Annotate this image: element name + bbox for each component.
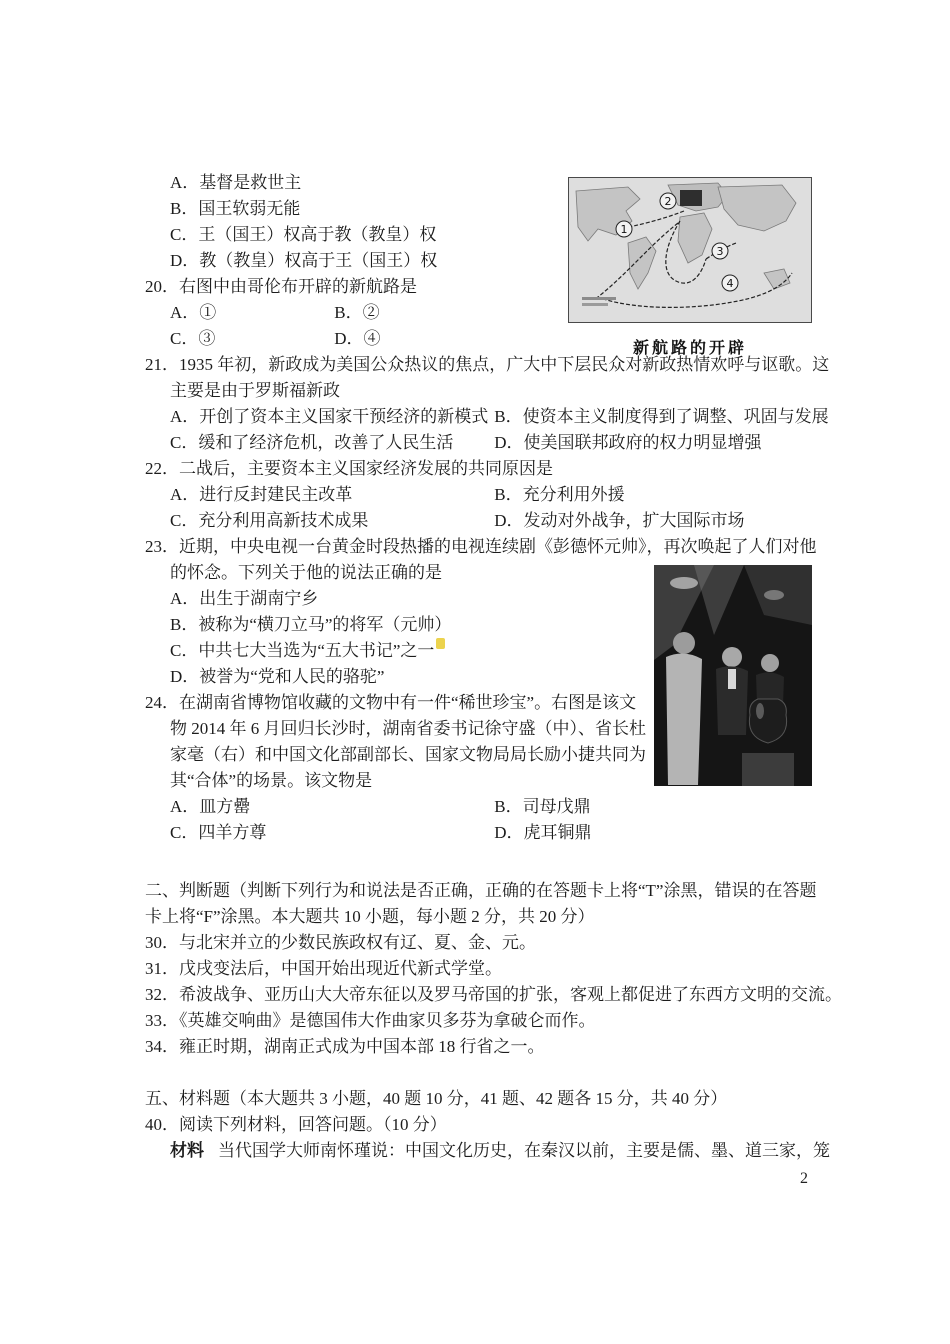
q24-option-a: A．皿方罍 <box>170 797 251 816</box>
q21-stem-line2: 主要是由于罗斯福新政 <box>170 381 340 400</box>
judgement-item-31: 31．戊戌变法后，中国开始出现近代新式学堂。 <box>145 959 502 978</box>
q19-option-b: B．国王软弱无能 <box>170 199 301 218</box>
q22-option-c: C．充分利用高新技术成果 <box>170 511 369 530</box>
q40-stem: 40．阅读下列材料，回答问题。（10 分） <box>145 1115 447 1134</box>
q24-stem-line2: 物 2014 年 6 月回归长沙时，湖南省委书记徐守盛（中）、省长杜 <box>170 719 646 738</box>
page-number: 2 <box>800 1170 808 1187</box>
q20-option-a: A．① <box>170 303 217 322</box>
judgement-item-30: 30．与北宋并立的少数民族政权有辽、夏、金、元。 <box>145 933 536 952</box>
judgement-item-34: 34．雍正时期，湖南正式成为中国本部 18 行省之一。 <box>145 1037 545 1056</box>
q24-option-c: C．四羊方尊 <box>170 823 267 842</box>
q22-stem: 22．二战后，主要资本主义国家经济发展的共同原因是 <box>145 459 553 478</box>
q22-option-b: B．充分利用外援 <box>494 485 625 504</box>
q24-option-b: B．司母戊鼎 <box>494 797 591 816</box>
q23-option-b: B．被称为“横刀立马”的将军（元帅） <box>170 615 452 634</box>
new-sea-routes-map-figure <box>568 177 812 358</box>
q24-stem-line3: 家毫（右）和中国文化部副部长、国家文物局局长励小捷共同为 <box>170 745 646 764</box>
judgement-item-33: 33．《英雄交响曲》是德国伟大作曲家贝多芬为拿破仑而作。 <box>145 1011 596 1030</box>
q22-options-row1 <box>145 482 840 508</box>
map-image <box>568 177 812 323</box>
q21-option-b: B．使资本主义制度得到了调整、巩固与发展 <box>494 407 829 426</box>
material-paragraph <box>145 1138 840 1164</box>
q20-stem: 20．右图中由哥伦布开辟的新航路是 <box>145 277 417 296</box>
scan-artifact-mark <box>436 638 445 649</box>
section-gap <box>145 846 840 878</box>
q21-option-d: D．使美国联邦政府的权力明显增强 <box>494 433 762 452</box>
section2-header-line1: 二、判断题（判断下列行为和说法是否正确，正确的在答题卡上将“T”涂黑，错误的在答题 <box>145 881 817 900</box>
q19-option-d: D．教（教皇）权高于王（国王）权 <box>170 251 438 270</box>
q19-option-c: C．王（国王）权高于教（教皇）权 <box>170 225 437 244</box>
q24-stem-line1: 24．在湖南省博物馆收藏的文物中有一件“稀世珍宝”。右图是该文 <box>145 693 637 712</box>
q21-stem-line1: 21．1935 年初，新政成为美国公众热议的焦点，广大中下层民众对新政热情欢呼与讴歌。这 <box>145 355 830 374</box>
relic-ceremony-photo <box>654 565 812 786</box>
q21-option-a: A．开创了资本主义国家干预经济的新模式 <box>170 407 489 426</box>
q20-option-b: B．② <box>334 303 380 322</box>
section5-header: 五、材料题（本大题共 3 小题，40 题 10 分，41 题、42 题各 15 分，共 40 分） <box>145 1089 728 1108</box>
section-gap <box>145 1060 840 1086</box>
q23-option-d: D．被誉为“党和人民的骆驼” <box>170 667 385 686</box>
q24-option-d: D．虎耳铜鼎 <box>494 823 592 842</box>
route-label-3: 3 <box>716 245 724 258</box>
material-text: 当代国学大师南怀瑾说：中国文化历史，在秦汉以前，主要是儒、墨、道三家，笼 <box>218 1141 830 1160</box>
route-label-2: 2 <box>664 195 672 208</box>
q22-option-a: A．进行反封建民主改革 <box>170 485 353 504</box>
q24-options-row2 <box>145 820 840 846</box>
q20-option-c: C．③ <box>170 329 216 348</box>
route-label-4: 4 <box>726 277 734 290</box>
q23-stem-line1: 23．近期，中央电视一台黄金时段热播的电视连续剧《彭德怀元帅》，再次唤起了人们对他 <box>145 537 817 556</box>
q22-option-d: D．发动对外战争，扩大国际市场 <box>494 511 745 530</box>
material-label: 材料 <box>170 1141 204 1160</box>
q23-option-c-text: C．中共七大当选为“五大书记”之一 <box>170 641 435 660</box>
q21-options-row1 <box>145 404 840 430</box>
q21-option-c: C．缓和了经济危机，改善了人民生活 <box>170 433 454 452</box>
q23-option-a: A．出生于湖南宁乡 <box>170 589 319 608</box>
photo-image <box>654 565 812 786</box>
q24-options-row1 <box>145 794 840 820</box>
q23-stem-line2: 的怀念。下列关于他的说法正确的是 <box>170 563 442 582</box>
route-label-1: 1 <box>620 223 628 236</box>
q21-options-row2 <box>145 430 840 456</box>
map-caption: 新航路的开辟 <box>632 340 747 357</box>
section2-header-line2: 卡上将“F”涂黑。本大题共 10 小题，每小题 2 分，共 20 分） <box>145 907 595 926</box>
q22-options-row2 <box>145 508 840 534</box>
judgement-item-32: 32．希波战争、亚历山大大帝东征以及罗马帝国的扩张，客观上都促进了东西方文明的交流。 <box>145 985 842 1004</box>
q20-option-d: D．④ <box>334 329 381 348</box>
q19-option-a: A．基督是救世主 <box>170 173 302 192</box>
q24-stem-line4: 其“合体”的场景。该文物是 <box>170 771 373 790</box>
